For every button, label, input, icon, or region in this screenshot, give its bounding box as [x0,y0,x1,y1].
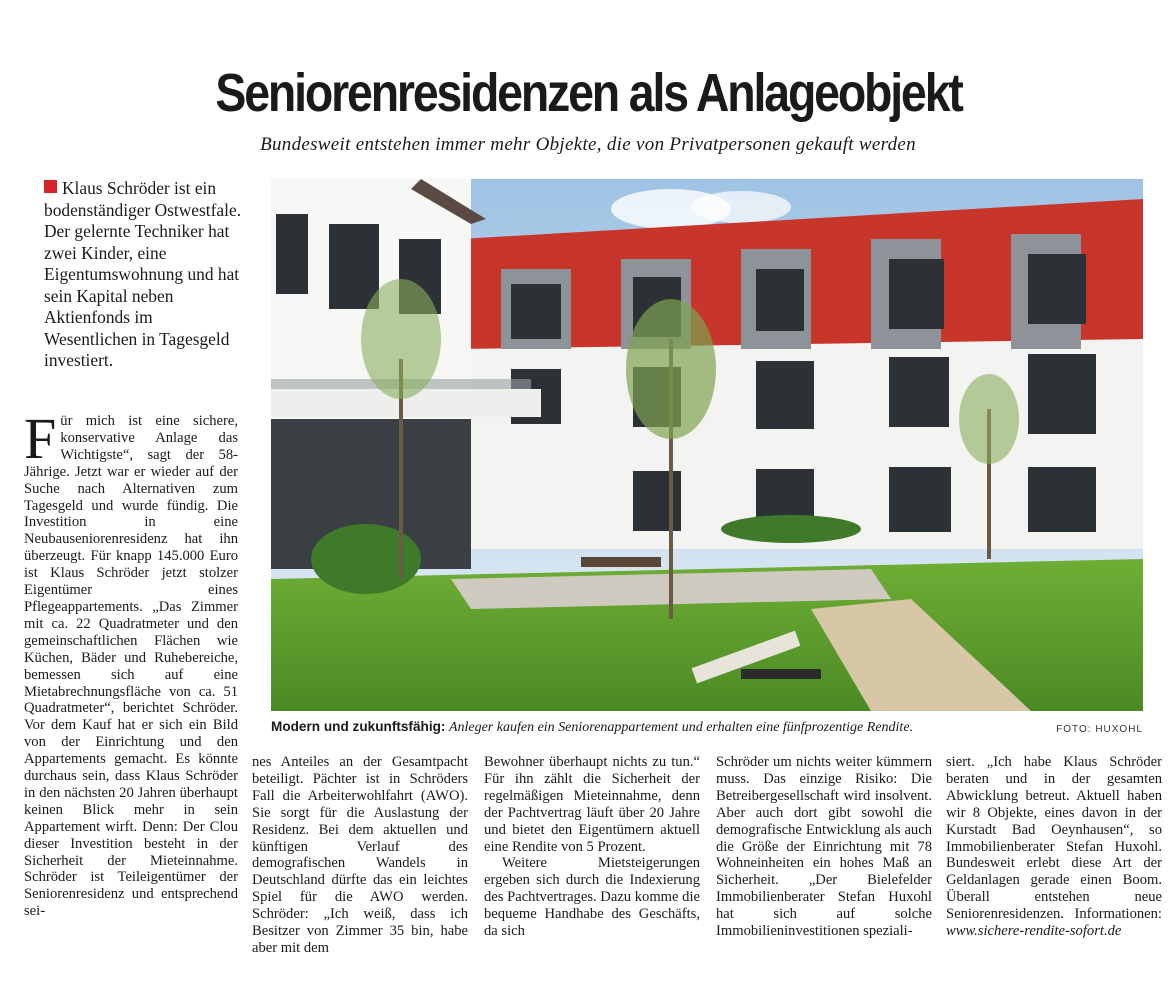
intro-text: Klaus Schröder ist ein bodenständiger Ostwestfale. Der gelernte Techniker hat zwei Kinder, eine Eigentumswohnung und hat sein Kapital neben Aktienfonds im Wesentlichen in Tagesgeld investiert. [44,178,242,370]
article-column-5 [946,754,1162,974]
photo-caption [271,719,1143,736]
photo-credit: FOTO: HUXOHL [1056,724,1143,735]
residence-photo-illustration [271,179,1143,711]
subheadline: Bundesweit entstehen immer mehr Objekte, die von Privatpersonen gekauft werden [260,134,916,155]
article-column-3 [484,754,700,974]
headline: Seniorenresidenzen als Anlageobjekt [215,63,962,123]
column-3-text-b: Weitere Mietsteigerungen ergeben sich durch die Indexierung des Pachtvertrages. Dazu komme die bequeme Handhabe des Geschäfts, da sich [484,855,700,940]
caption-text: Anleger kaufen ein Seniorenappartement und erhalten eine fünfprozentige Rendite. [448,720,914,735]
column-2-text: nes Anteiles an der Gesamtpacht beteiligt. Pächter ist in Schröders Fall die Arbeiterwohlfahrt (AWO). Sie sorgt für die Auslastung der Residenz. Bei dem aktuellen und künftigen Verlauf des demografischen Wandels in Deutschland dürfte das ein leichtes Spiel für die AWO werden. Schröder: „Ich weiß, dass ich Besitzer von Zimmer 35 bin, habe aber mit dem [252,754,468,956]
column-4-text: Schröder um nichts weiter kümmern muss. Das einzige Risiko: Die Betreibergesellschaft wird insolvent. Aber auch dort gibt sowohl die demografische Entwicklung als auch die Größe der Einrichtung mit 78 Wohneinheiten ein hohes Maß an Sicherheit. „Der Bielefelder Immobilienberater Stefan Huxohl hat sich auf solche Immobilieninvestitionen speziali- [716,754,932,940]
residence-photo [271,179,1143,711]
column-3-text-a: Bewohner überhaupt nichts zu tun.“ Für ihn zählt die Sicherheit der regelmäßigen Mieteinnahme, denn der Pachtvertrag läuft über 20 Jahre und bietet den Eigentümern aktuell eine Rendite von 5 Prozent. [484,754,700,855]
intro-paragraph [44,178,244,372]
drop-cap: F [24,413,57,471]
column-1-text: ür mich ist eine sichere, konservative Anlage das Wichtigste“, sagt der 58-Jährige. Jetzt war er wieder auf der Suche nach Alternativen zum Tagesgeld und wurde fündig. Die Investition in eine Neubauseniorenresidenz hat ihn überzeugt. Für knapp 145.000 Euro ist Klaus Schröder jetzt stolzer Eigentümer eines Pflegeappartements. „Das Zimmer mit ca. 22 Quadratmeter und den gemeinschaftlichen Flächen wie Küchen, Bäder und Ruhebereiche, bemessen sich auf eine Mietabrechnungsfläche von ca. 51 Quadratmeter“, berichtet Schröder. Vor dem Kauf hat er sich ein Bild von der Einrichtung und den Appartements gemacht. Es könnte durchaus sein, dass Klaus Schröder in den nächsten 20 Jahren überhaupt keinen Blick mehr in sein Appartement wirft. Denn: Der Clou dieser Investition besteht in der Sicherheit der Mieteinnahme. Schröder ist Teileigentümer der Seniorenresidenz und entsprechend sei- [24,413,238,920]
article-column-1 [24,413,238,973]
red-square-bullet-icon [44,180,57,193]
caption-lead: Modern und zukunftsfähig: [271,719,446,734]
article-column-2 [252,754,468,974]
column-5-text: siert. „Ich habe Klaus Schröder beraten und in der gesamten Abwicklung betreut. Aktuell haben wir 8 Objekte, eines davon in der Kurstadt Bad Oeynhausen“, so Immobilienberater Stefan Huxohl. Bundesweit erlebt diese Art der Geldanlagen gerade einen Boom. Überall entstehen neue Seniorenresidenzen. Informationen: [946,754,1162,923]
info-link[interactable]: www.sichere-rendite-sofort.de [946,923,1122,940]
article-column-4 [716,754,932,974]
